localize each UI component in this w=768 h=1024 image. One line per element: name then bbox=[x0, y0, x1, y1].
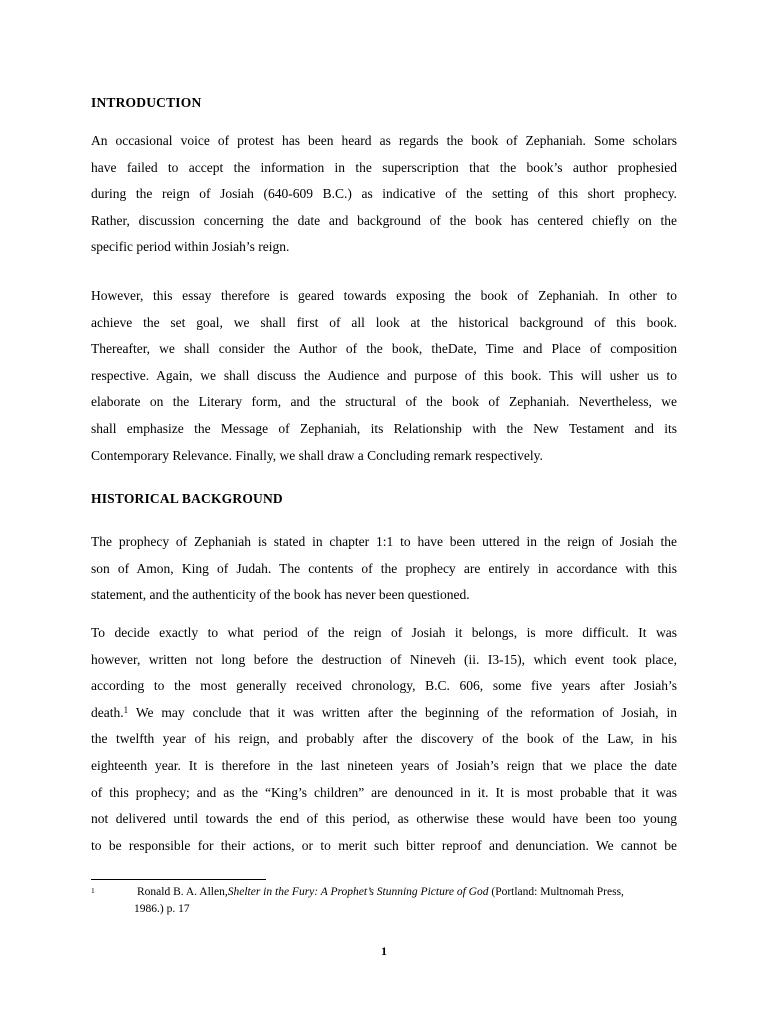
text-line: eighteenth year. It is therefore in the last nineteen years of Josiah’s reign that we place the date bbox=[91, 757, 677, 773]
text-line: according to the most generally received chronology, B.C. 606, some five years after Josiah’s bbox=[91, 678, 677, 694]
text-line: elaborate on the Literary form, and the structural of the book of Zephaniah. Nevertheless, we bbox=[91, 394, 677, 410]
text-line: have failed to accept the information in the superscription that the book’s author prophesied bbox=[91, 159, 677, 175]
footnote-author: Ronald B. A. Allen, bbox=[137, 886, 228, 898]
text-line: Rather, discussion concerning the date and background of the book has centered chiefly on the bbox=[91, 212, 677, 228]
text-line: of this prophecy; and as the “King’s children” are denounced in it. It is most probable that it was bbox=[91, 784, 677, 800]
text-line: respective. Again, we shall discuss the Audience and purpose of this book. This will usher us to bbox=[91, 367, 677, 383]
text-line: son of Amon, King of Judah. The contents of the prophecy are entirely in accordance with this bbox=[91, 560, 677, 576]
text-line: An occasional voice of protest has been heard as regards the book of Zephaniah. Some scholars bbox=[91, 133, 677, 148]
footnote-publisher: (Portland: Multnomah Press, bbox=[488, 886, 624, 898]
text-line: The prophecy of Zephaniah is stated in chapter 1:1 to have been uttered in the reign of Josiah the bbox=[91, 534, 677, 549]
text-line: To decide exactly to what period of the reign of Josiah it belongs, is more difficult. It was bbox=[91, 625, 677, 640]
paragraph-historical-2 bbox=[91, 620, 677, 859]
footnote-divider bbox=[91, 879, 266, 880]
page-number: 1 bbox=[381, 944, 387, 958]
heading-introduction: INTRODUCTION bbox=[91, 95, 202, 110]
text-line: Contemporary Relevance. Finally, we shall draw a Concluding remark respectively. bbox=[91, 447, 543, 463]
footnote-reference[interactable]: 1 bbox=[123, 704, 129, 715]
text-line: specific period within Josiah’s reign. bbox=[91, 239, 290, 255]
footnote bbox=[91, 884, 681, 918]
text-line: the twelfth year of his reign, and probably after the discovery of the book of the Law, in his bbox=[91, 731, 677, 747]
footnote-title: Shelter in the Fury: A Prophet’s Stunning Picture of God bbox=[227, 886, 489, 898]
footnote-line: 1986.) p. 17 bbox=[134, 903, 190, 915]
text-line: however, written not long before the destruction of Nineveh (ii. I3-15), which event took place, bbox=[91, 651, 677, 667]
text-line: to be responsible for their actions, or to merit such bitter reproof and denunciation. We cannot be bbox=[91, 837, 677, 853]
text-segment: We may conclude that it was written after the beginning of the reformation of Josiah, in bbox=[128, 704, 677, 720]
text-line: statement, and the authenticity of the book has never been questioned. bbox=[91, 587, 470, 603]
heading-historical-background: HISTORICAL BACKGROUND bbox=[91, 491, 283, 506]
paragraph-intro-1 bbox=[91, 128, 677, 261]
text-line: shall emphasize the Message of Zephaniah, its Relationship with the New Testament and its bbox=[91, 420, 677, 436]
text-line bbox=[91, 700, 677, 727]
text-line: not delivered until towards the end of this period, as otherwise these would have been too young bbox=[91, 811, 677, 827]
text-line: However, this essay therefore is geared towards exposing the book of Zephaniah. In other to bbox=[91, 288, 677, 303]
text-line: Thereafter, we shall consider the Author of the book, theDate, Time and Place of composition bbox=[91, 341, 677, 357]
paragraph-intro-2 bbox=[91, 283, 677, 469]
text-line: achieve the set goal, we shall first of all look at the historical background of this book. bbox=[91, 314, 677, 330]
footnote-number: 1 bbox=[91, 886, 95, 895]
footnote-line bbox=[91, 884, 681, 901]
text-segment: death. bbox=[91, 704, 124, 720]
paragraph-historical-1 bbox=[91, 529, 677, 609]
text-line: during the reign of Josiah (640-609 B.C.) as indicative of the setting of this short prophecy. bbox=[91, 186, 677, 202]
